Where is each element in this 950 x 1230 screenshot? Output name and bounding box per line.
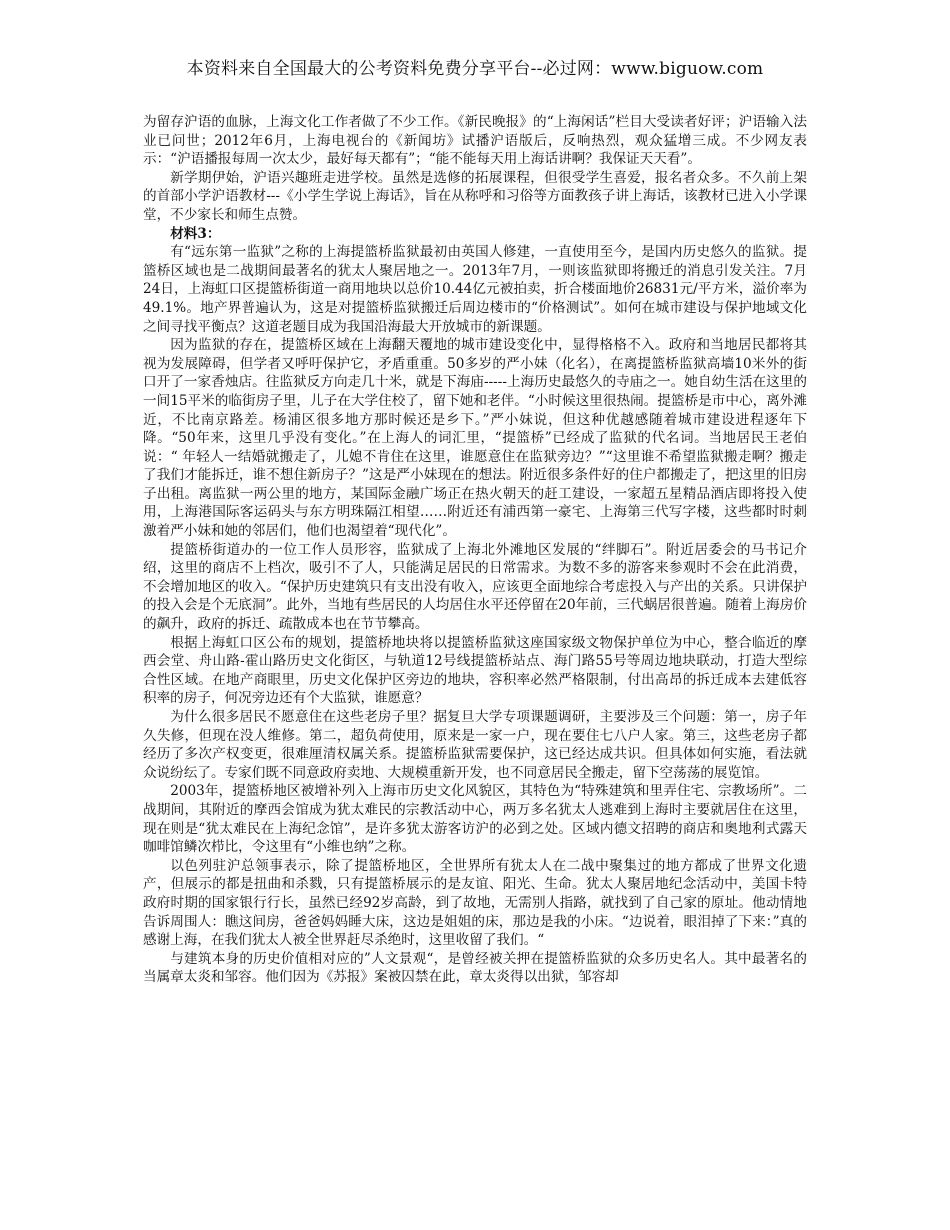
paragraph-2: 新学期伊始，沪语兴趣班走进学校。虽然是选修的拓展课程，但很受学生喜爱，报名者众多。不久前上架的首部小学沪语教材---《小学生学说上海话》，旨在从称呼和习俗等方面教孩子讲上海话，该教材已进入小学课堂，不少家长和师生点赞。 [143, 169, 807, 223]
page-header: 本资料来自全国最大的公考资料免费分享平台--必过网：www.biguow.com [186, 59, 764, 79]
paragraph-9: 以色列驻沪总领事表示，除了提篮桥地区，全世界所有犹太人在二战中聚集过的地方都成了世界文化遗产，但展示的都是扭曲和杀戮，只有提篮桥展示的是友谊、阳光、生命。犹太人聚居地纪念活动中，美国卡特政府时期的国家银行行长，虽然已经92岁高龄，到了故地，无需别人指路，就找到了自己家的原址。他动情地告诉周围人：瞧这间房，爸爸妈妈睡大床，这边是姐姐的床，那边是我的小床。“边说着，眼泪掉了下来：”真的感谢上海，在我们犹太人被全世界赶尽杀绝时，这里收留了我们。“ [143, 857, 807, 949]
document-body [143, 113, 807, 987]
paragraph-6: 根据上海虹口区公布的规划，提篮桥地块将以提篮桥监狱这座国家级文物保护单位为中心，整合临近的摩西会堂、舟山路-霍山路历史文化街区，与轨道12号线提篮桥站点、海门路55号等周边地块联动，打造大型综合性区域。在地产商眼里，历史文化保护区旁边的地块，容积率必然严格限制，付出高昂的拆迁成本去建低容积率的房子，何况旁边还有个大监狱，谁愿意？ [143, 634, 807, 707]
paragraph-8: 2003年，提篮桥地区被增补列入上海市历史文化风貌区，其特色为“特殊建筑和里弄住宅、宗教场所”。二战期间，其附近的摩西会馆成为犹太难民的宗教活动中心，两万多名犹太人逃难到上海时主要就居住在这里，现在则是“犹太难民在上海纪念馆”，是许多犹太游客访沪的必到之处。区域内德文招聘的商店和奥地利式露天咖啡馆鳞次栉比，令这里有“小维也纳”之称。 [143, 783, 807, 856]
section-heading: 材料3： [170, 225, 221, 242]
paragraph-4: 因为监狱的存在，提篮桥区域在上海翻天覆地的城市建设变化中，显得格格不入。政府和当地居民都将其视为发展障碍，但学者又呼吁保护它，矛盾重重。50多岁的严小妹（化名），在离提篮桥监狱高墙10米外的街口开了一家香烛店。往监狱反方向走几十米，就是下海庙-----上海历史最悠久的寺庙之一。她自幼生活在这里的一间15平米的临街房子里，儿子在大学住校了，留下她和老伴。“小时候这里很热闹。提篮桥是市中心，离外滩近，不比南京路差。杨浦区很多地方那时候还是乡下。”严小妹说，但这种优越感随着城市建设进程逐年下降。“50年来，这里几乎没有变化。”在上海人的词汇里，“提篮桥”已经成了监狱的代名词。当地居民王老伯说：“ 年轻人一结婚就搬走了，儿媳不肯住在这里，谁愿意住在监狱旁边？”“这里谁不希望监狱搬走啊？搬走了我们才能拆迁，谁不想住新房子？”这是严小妹现在的想法。附近很多条件好的住户都搬走了，把这里的旧房子出租。离监狱一两公里的地方，某国际金融广场正在热火朝天的赶工建设，一家超五星精品酒店即将投入使用，上海港国际客运码头与东方明珠隔江相望……附近还有浦西第一豪宅、上海第三代写字楼，这些都时时刺激着严小妹和她的邻居们，他们也渴望着“现代化”。 [143, 337, 807, 540]
paragraph-1: 为留存沪语的血脉，上海文化工作者做了不少工作。《新民晚报》的“上海闲话”栏目大受读者好评；沪语输入法业已问世；2012年6月，上海电视台的《新闻坊》试播沪语版后，反响热烈，观众猛增三成。不少网友表示：“沪语播报每周一次太少，最好每天都有”；“能不能每天用上海话讲啊？我保证天天看”。 [143, 114, 807, 168]
paragraph-7: 为什么很多居民不愿意住在这些老房子里？据复旦大学专项课题调研，主要涉及三个问题：第一，房子年久失修，但现在没人维修。第二，超负荷使用，原来是一家一户，现在要住七八户人家。第三，这些老房子都经历了多次产权变更，很难厘清权属关系。提篮桥监狱需要保护，这已经达成共识。但具体如何实施，看法就众说纷纭了。专家们既不同意政府卖地、大规模重新开发，也不同意居民全搬走，留下空荡荡的展览馆。 [143, 709, 807, 781]
paragraph-5: 提篮桥街道办的一位工作人员形容，监狱成了上海北外滩地区发展的“绊脚石”。附近居委会的马书记介绍，这里的商店不上档次，吸引不了人，只能满足居民的日常需求。为数不多的游客来参观时不会在此消费，不会增加地区的收入。“保护历史建筑只有支出没有收入，应该更全面地综合考虑投入与产出的关系。只讲保护的投入会是个无底洞”。此外，当地有些居民的人均居住水平还停留在20年前，三代蜗居很普遍。随着上海房价的飙升，政府的拆迁、疏散成本也在节节攀高。 [143, 541, 807, 633]
paragraph-3: 有“远东第一监狱”之称的上海提篮桥监狱最初由英国人修建，一直使用至今，是国内历史悠久的监狱。提篮桥区域也是二战期间最著名的犹太人聚居地之一。2013年7月，一则该监狱即将搬迁的消息引发关注。7月24日，上海虹口区提篮桥街道一商用地块以总价10.44亿元被拍卖，折合楼面地价26831元/平方米，溢价率为49.1%。地产界普遍认为，这是对提篮桥监狱搬迁后周边楼市的“价格测试”。如何在城市建设与保护地域文化之间寻找平衡点？这道老题目成为我国沿海最大开放城市的新课题。 [143, 244, 807, 335]
paragraph-10: 与建筑本身的历史价值相对应的”人文景观“，是曾经被关押在提篮桥监狱的众多历史名人。其中最著名的当属章太炎和邹容。他们因为《苏报》案被囚禁在此，章太炎得以出狱，邹容却 [143, 950, 807, 986]
